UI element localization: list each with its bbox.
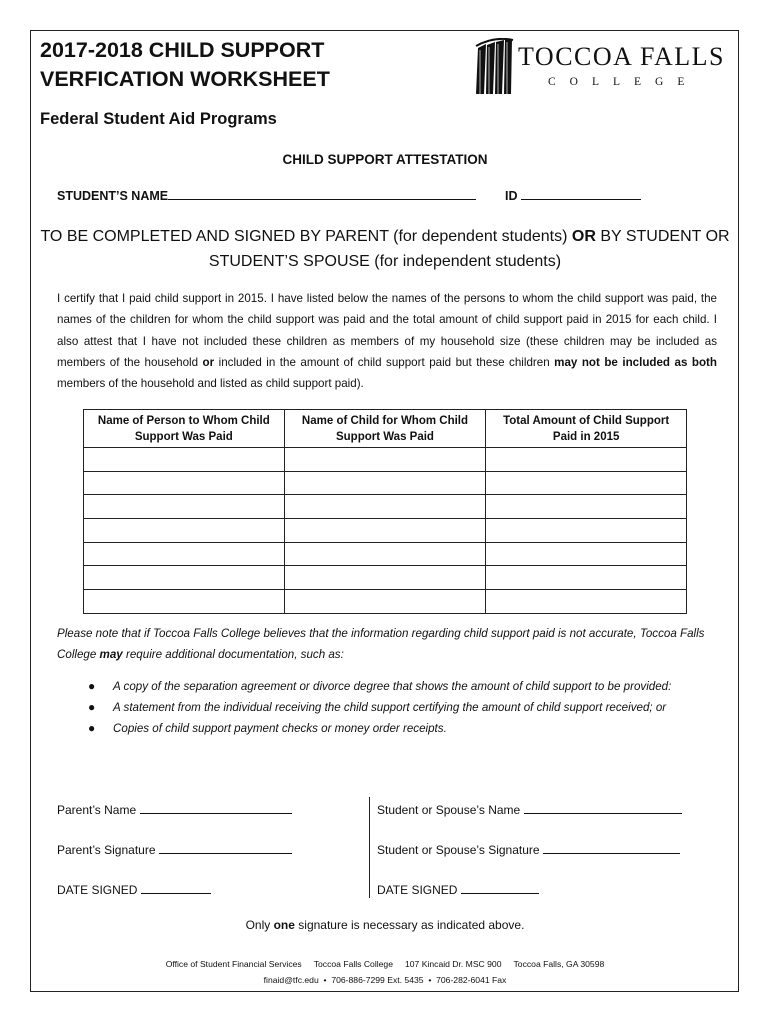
logo-wordmark: TOCCOA FALLS [518, 42, 726, 71]
student-spouse-signature-label: Student or Spouse’s Signature [377, 843, 540, 857]
table-row [84, 495, 687, 519]
logo-subtext: COLLEGE [548, 76, 699, 88]
cell-child-name[interactable] [284, 519, 486, 543]
student-id-line[interactable] [521, 187, 641, 200]
table-body [84, 448, 687, 614]
footer-fax: 706-282-6041 Fax [436, 975, 507, 985]
table-header-row [84, 410, 687, 448]
bullet-icon: ● [88, 721, 96, 735]
child-support-table [83, 409, 687, 614]
certification-text-3: members of the household and listed as child support paid). [57, 377, 364, 391]
parent-signature-label: Parent’s Signature [57, 843, 156, 857]
student-name-sig-field[interactable] [377, 801, 682, 817]
parent-name-field[interactable] [57, 801, 292, 817]
cell-total-amount[interactable] [486, 519, 687, 543]
footer-bullet-icon: • [428, 975, 432, 985]
attestation-heading: CHILD SUPPORT ATTESTATION [282, 152, 488, 167]
cell-child-name[interactable] [284, 448, 486, 472]
note-text-2: require additional documentation, such as: [122, 648, 344, 661]
student-id-field[interactable] [505, 187, 641, 203]
cell-total-amount[interactable] [486, 542, 687, 566]
parent-name-label: Parent’s Name [57, 803, 137, 817]
cell-person-paid[interactable] [84, 519, 285, 543]
college-logo [474, 38, 739, 96]
note-text-1: Please note that if Toccoa Falls College believes that the information regarding child support paid is not accurate, Toccoa Falls College [57, 627, 705, 661]
instruction-text-2: BY STUDENT OR STUDENT’S SPOUSE (for independent students) [208, 228, 730, 270]
footer-line-2 [0, 972, 770, 988]
footer-college: Toccoa Falls College [313, 959, 393, 969]
document-title [40, 36, 330, 94]
cell-person-paid[interactable] [84, 566, 285, 590]
cell-child-name[interactable] [284, 495, 486, 519]
title-line-2: VERFICATION WORKSHEET [40, 67, 330, 91]
header-child-name: Name of Child for Whom Child Support Was Paid [284, 410, 486, 448]
falls-logo-icon [474, 38, 514, 96]
documentation-list [88, 677, 728, 740]
footer-email[interactable]: finaid@tfc.edu [263, 975, 319, 985]
student-date-label: DATE SIGNED [377, 883, 458, 897]
signature-note: Only one signature is necessary as indicated above. [245, 918, 525, 932]
student-spouse-name-line[interactable] [524, 801, 682, 814]
list-item: ● A copy of the separation agreement or divorce degree that shows the amount of child support to be provided: [88, 677, 728, 696]
documentation-note [57, 623, 737, 665]
parent-date-label: DATE SIGNED [57, 883, 138, 897]
student-spouse-signature-line[interactable] [543, 841, 680, 854]
list-item: ● Copies of child support payment checks or money order receipts. [88, 719, 728, 738]
table-row [84, 542, 687, 566]
certification-text-2: included in the amount of child support paid but these children [214, 355, 555, 369]
footer-city: Toccoa Falls, GA 30598 [513, 959, 605, 969]
document-subtitle: Federal Student Aid Programs [40, 110, 277, 128]
footer-address: 107 Kincaid Dr. MSC 900 [405, 959, 502, 969]
completion-instruction [40, 224, 730, 274]
certification-bold: may not be included as both [554, 355, 717, 369]
cell-child-name[interactable] [284, 590, 486, 614]
cell-child-name[interactable] [284, 542, 486, 566]
student-spouse-name-label: Student or Spouse’s Name [377, 803, 521, 817]
header-person-paid: Name of Person to Whom Child Support Was Paid [84, 410, 285, 448]
cell-total-amount[interactable] [486, 590, 687, 614]
student-signature-field[interactable] [377, 841, 680, 857]
table-row [84, 448, 687, 472]
table-row [84, 566, 687, 590]
parent-signature-line[interactable] [159, 841, 292, 854]
table-row [84, 471, 687, 495]
parent-date-line[interactable] [141, 881, 211, 894]
footer-bullet-icon: • [323, 975, 327, 985]
student-name-field[interactable] [57, 187, 476, 203]
cell-total-amount[interactable] [486, 471, 687, 495]
student-id-label: ID [505, 189, 518, 203]
title-line-1: 2017-2018 CHILD SUPPORT [40, 38, 325, 62]
footer-phone: 706-886-7299 Ext. 5435 [331, 975, 424, 985]
parent-date-field[interactable] [57, 881, 211, 897]
certification-paragraph [57, 288, 717, 394]
cell-person-paid[interactable] [84, 590, 285, 614]
student-name-line[interactable] [168, 187, 476, 200]
cell-total-amount[interactable] [486, 495, 687, 519]
instruction-or: OR [571, 228, 596, 245]
cell-child-name[interactable] [284, 566, 486, 590]
instruction-text-1: TO BE COMPLETED AND SIGNED BY PARENT (for dependent students) [40, 228, 572, 245]
bullet-icon: ● [88, 700, 96, 714]
cell-total-amount[interactable] [486, 566, 687, 590]
footer [0, 956, 770, 988]
note-may: may [99, 648, 123, 661]
header-total-amount: Total Amount of Child Support Paid in 2015 [486, 410, 687, 448]
footer-line-1 [0, 956, 770, 972]
certification-or: or [202, 355, 215, 369]
footer-office: Office of Student Financial Services [165, 959, 302, 969]
student-date-field[interactable] [377, 881, 539, 897]
cell-person-paid[interactable] [84, 495, 285, 519]
signature-divider [369, 797, 370, 898]
cell-person-paid[interactable] [84, 471, 285, 495]
cell-total-amount[interactable] [486, 448, 687, 472]
parent-name-line[interactable] [140, 801, 292, 814]
certification-text-1: I certify that I paid child support in 2015. I have listed below the names of the persons to whom the child support was paid, the names of the children for whom the child support was paid and the total amount of child support paid in 2015 for each child. I also attest that I have not included these children as members of my household size (these children may be included as members of the household [57, 292, 717, 369]
parent-signature-field[interactable] [57, 841, 292, 857]
cell-child-name[interactable] [284, 471, 486, 495]
student-date-line[interactable] [461, 881, 539, 894]
table-row [84, 519, 687, 543]
cell-person-paid[interactable] [84, 542, 285, 566]
bullet-icon: ● [88, 679, 96, 693]
signature-note-bold: one [273, 918, 295, 932]
student-name-label: STUDENT’S NAME [57, 189, 169, 203]
table-row [84, 590, 687, 614]
list-item: ● A statement from the individual receiving the child support certifying the amount of child support received; or [88, 698, 728, 717]
cell-person-paid[interactable] [84, 448, 285, 472]
